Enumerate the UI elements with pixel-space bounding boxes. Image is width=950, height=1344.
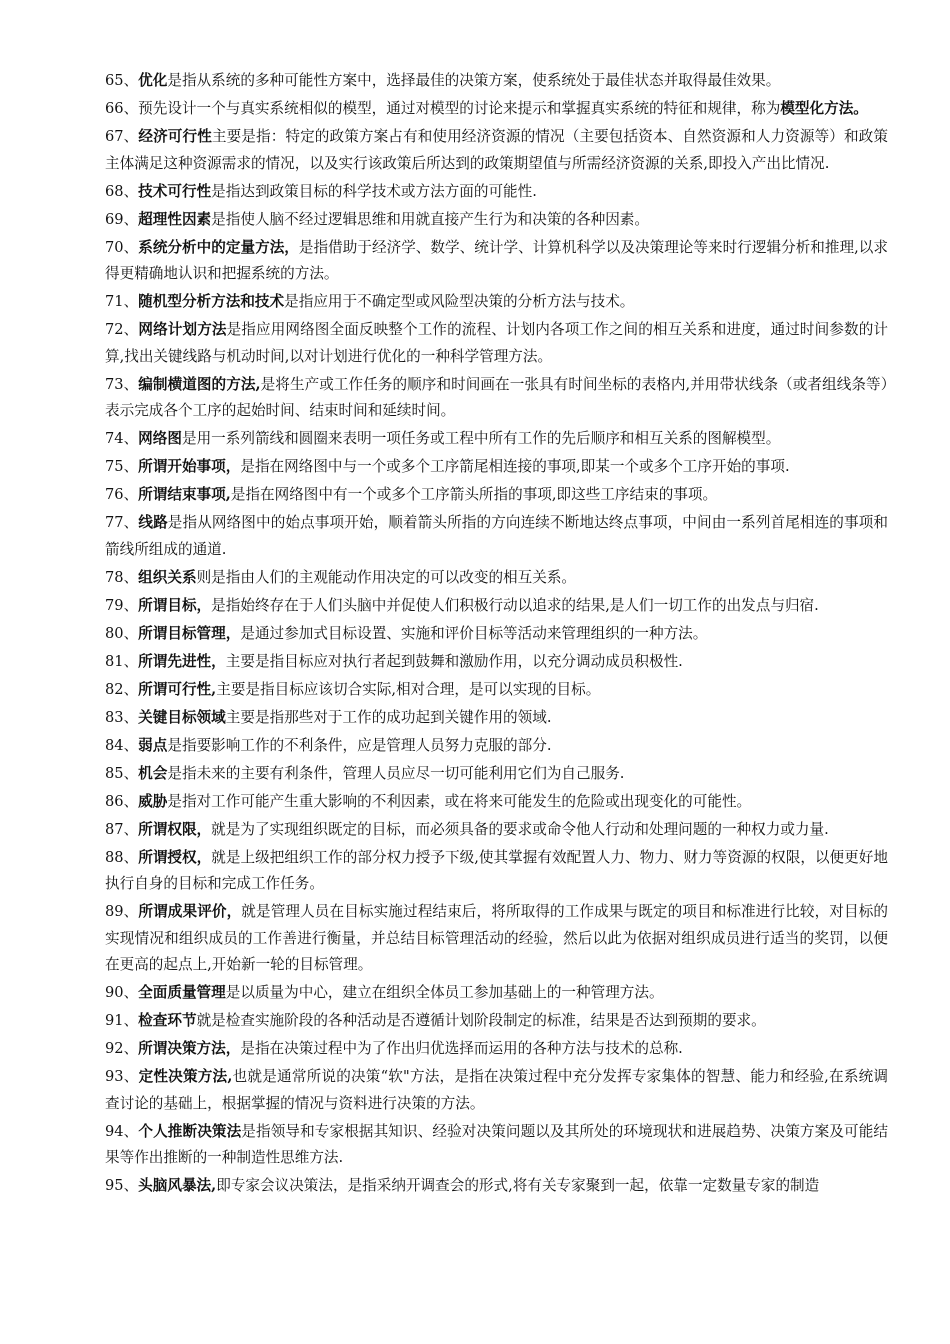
definition-entry	[105, 207, 888, 234]
entry-number: 69、	[105, 210, 139, 228]
definition-entry	[105, 845, 888, 898]
definition-entry	[105, 235, 888, 288]
entry-text: 是指在网络图中有一个或多个工序箭头所指的事项,即这些工序结束的事项。	[230, 486, 718, 503]
entry-text: 就是检查实施阶段的各种活动是否遵循计划阶段制定的标准，结果是否达到预期的要求。	[196, 1012, 766, 1029]
entry-text: 是指从系统的多种可能性方案中，选择最佳的决策方案，使系统处于最佳状态并取得最佳效果。	[167, 72, 781, 89]
entry-number: 83、	[105, 708, 139, 726]
entry-term: 优化	[138, 72, 168, 89]
entry-term: 经济可行性	[138, 128, 212, 145]
entry-text: 是指借助于经济学、数学、统计学、计算机科学以及决策理论等来时行逻辑分析和推理,以求得更精确地认识和把握系统的方法。	[105, 238, 888, 282]
entry-term: 检查环节	[138, 1012, 197, 1029]
entry-term: 个人推断决策法	[138, 1122, 242, 1140]
definition-entry	[105, 565, 888, 592]
entry-text: 是将生产或工作任务的顺序和时间画在一张具有时间坐标的表格内,并用带状线条（或者组线条等）表示完成各个工序的起始时间、结束时间和延续时间。	[105, 375, 888, 419]
entry-number: 89、	[105, 903, 139, 920]
entry-number: 75、	[105, 458, 139, 475]
entry-term: 所谓授权，	[138, 848, 212, 866]
entry-text: 是指使人脑不经过逻辑思维和用就直接产生行为和决策的各种因素。	[211, 210, 649, 228]
entry-term: 所谓权限，	[138, 820, 212, 838]
entry-term: 超理性因素	[138, 210, 212, 228]
entry-number: 70、	[105, 238, 139, 256]
definition-entry	[105, 426, 888, 453]
entry-number: 85、	[105, 764, 139, 782]
entry-number: 88、	[105, 848, 139, 866]
entry-term: 定性决策方法,	[138, 1068, 233, 1085]
entry-term: 随机型分析方法和技术	[138, 293, 285, 310]
definition-list	[105, 68, 888, 1200]
definition-entry	[105, 454, 888, 481]
entry-text: 则是指由人们的主观能动作用决定的可以改变的相互关系。	[196, 568, 577, 586]
entry-term: 系统分析中的定量方法，	[138, 238, 299, 256]
definition-entry	[105, 593, 888, 620]
definition-entry	[105, 482, 888, 509]
definition-entry	[105, 96, 888, 123]
entry-text: 是通过参加式目标设置、实施和评价目标等活动来管理组织的一种方法。	[240, 624, 708, 642]
definition-entry	[105, 980, 888, 1007]
definition-entry	[105, 372, 888, 425]
definition-entry	[105, 649, 888, 676]
entry-text: 是指在决策过程中为了作出归优选择而运用的各种方法与技术的总称.	[240, 1040, 683, 1057]
entry-text: 是指应用网络图全面反映整个工作的流程、计划内各项工作之间的相互关系和进度，通过时间参数的计算,找出关键线路与机动时间,以对计划进行优化的一种科学管理方法。	[105, 321, 888, 365]
entry-number: 72、	[105, 321, 139, 338]
entry-text: 是以质量为中心，建立在组织全体员工参加基础上的一种管理方法。	[225, 984, 664, 1001]
definition-entry	[105, 1036, 888, 1063]
entry-term: 组织关系	[138, 568, 197, 586]
entry-term: 技术可行性	[138, 182, 212, 200]
entry-term: 所谓目标管理，	[138, 624, 241, 642]
definition-entry	[105, 621, 888, 648]
entry-text: 主要是指目标应对执行者起到鼓舞和激励作用，以充分调动成员积极性.	[225, 652, 683, 670]
entry-text: 是指对工作可能产生重大影响的不利因素，或在将来可能发生的危险或出现变化的可能性。	[167, 792, 752, 810]
entry-text: 是指达到政策目标的科学技术或方法方面的可能性.	[211, 182, 537, 200]
entry-term: 头脑风暴法,	[138, 1177, 217, 1194]
entry-number: 82、	[105, 680, 139, 698]
entry-text: 就是上级把组织工作的部分权力授予下级,使其掌握有效配置人力、物力、财力等资源的权限，以便更好地执行自身的目标和完成工作任务。	[105, 848, 888, 892]
entry-term: 网络计划方法	[138, 321, 227, 338]
entry-text: 是指未来的主要有利条件，管理人员应尽一切可能利用它们为自己服务.	[167, 764, 625, 782]
entry-term: 机会	[138, 764, 168, 782]
entry-text: 是用一系列箭线和圆圈来表明一项任务或工程中所有工作的先后顺序和相互关系的图解模型。	[181, 430, 781, 447]
entry-term: 编制横道图的方法,	[138, 375, 261, 393]
entry-text: 也就是通常所说的决策“软"方法，是指在决策过程中充分发挥专家集体的智慧、能力和经验,在系统调查讨论的基础上，根据掌握的情况与资料进行决策的方法。	[105, 1068, 888, 1112]
definition-entry	[105, 705, 888, 732]
definition-entry	[105, 899, 888, 979]
definition-entry	[105, 817, 888, 844]
entry-text: 即专家会议决策法，是指采纳开调查会的形式,将有关专家聚到一起，依靠一定数量专家的制造	[216, 1177, 820, 1194]
entry-term: 关键目标领域	[138, 708, 226, 726]
entry-term: 线路	[138, 514, 168, 531]
entry-text: 是指要影响工作的不利条件，应是管理人员努力克服的部分.	[167, 736, 552, 754]
entry-text: 主要是指目标应该切合实际,相对合理，是可以实现的目标。	[216, 680, 601, 698]
entry-number: 92、	[105, 1040, 139, 1057]
entry-term: 模型化方法。	[780, 100, 868, 117]
entry-term: 所谓决策方法，	[138, 1040, 241, 1057]
definition-entry	[105, 1008, 888, 1035]
entry-term: 威胁	[138, 792, 168, 810]
entry-text: 主要是指：特定的政策方案占有和使用经济资源的情况（主要包括资本、自然资源和人力资源等）和政策主体满足这种资源需求的情况，以及实行该政策后所达到的政策期望值与所需经济资源的关系,即投入产出比情况.	[105, 128, 888, 172]
definition-entry	[105, 677, 888, 704]
entry-text: 是指从网络图中的始点事项开始，顺着箭头所指的方向连续不断地达终点事项，中间由一系列首尾相连的事项和箭线所组成的通道.	[105, 514, 888, 558]
definition-entry	[105, 317, 888, 370]
entry-number: 77、	[105, 514, 139, 531]
entry-number: 95、	[105, 1177, 139, 1194]
entry-number: 90、	[105, 984, 139, 1001]
entry-text: 是指在网络图中与一个或多个工序箭尾相连接的事项,即某一个或多个工序开始的事项.	[240, 458, 790, 475]
entry-term: 所谓目标，	[138, 596, 212, 614]
entry-number: 66、	[105, 100, 139, 117]
entry-term: 所谓成果评价，	[138, 903, 242, 920]
entry-number: 71、	[105, 293, 139, 310]
entry-number: 79、	[105, 596, 139, 614]
entry-number: 91、	[105, 1012, 139, 1029]
definition-entry	[105, 289, 888, 316]
definition-entry	[105, 1119, 888, 1172]
entry-text: 是指应用于不确定型或风险型决策的分析方法与技术。	[284, 293, 635, 310]
entry-text: 预先设计一个与真实系统相似的模型，通过对模型的讨论来提示和掌握真实系统的特征和规律，称为	[138, 100, 781, 117]
definition-entry	[105, 68, 888, 95]
entry-term: 弱点	[138, 736, 168, 754]
entry-number: 84、	[105, 736, 139, 754]
entry-text: 就是管理人员在目标实施过程结束后，将所取得的工作成果与既定的项目和标准进行比较，对目标的实现情况和组织成员的工作善进行衡量，并总结目标管理活动的经验，然后以此为依据对组织成员进行适当的奖罚，以便在更高的起点上,开始新一轮的目标管理。	[105, 903, 888, 973]
entry-term: 所谓结束事项,	[138, 486, 231, 503]
definition-entry	[105, 124, 888, 177]
definition-entry	[105, 179, 888, 206]
entry-text: 是指领导和专家根据其知识、经验对决策问题以及其所处的环境现状和进展趋势、决策方案及可能结果等作出推断的一种制造性思维方法.	[105, 1122, 888, 1166]
entry-number: 81、	[105, 652, 139, 670]
definition-entry	[105, 510, 888, 563]
entry-text: 是指始终存在于人们头脑中并促使人们积极行动以追求的结果,是人们一切工作的出发点与归宿.	[211, 596, 819, 614]
entry-number: 67、	[105, 128, 139, 145]
entry-number: 68、	[105, 182, 139, 200]
definition-entry	[105, 1173, 888, 1200]
entry-term: 所谓可行性,	[138, 680, 217, 698]
entry-text: 就是为了实现组织既定的目标，而必须具备的要求或命令他人行动和处理问题的一种权力或力量.	[211, 820, 829, 838]
entry-number: 87、	[105, 820, 139, 838]
entry-number: 80、	[105, 624, 139, 642]
definition-entry	[105, 761, 888, 788]
entry-term: 全面质量管理	[138, 984, 226, 1001]
entry-term: 网络图	[138, 430, 182, 447]
entry-number: 73、	[105, 375, 139, 393]
definition-entry	[105, 789, 888, 816]
entry-number: 94、	[105, 1122, 139, 1140]
entry-number: 74、	[105, 430, 139, 447]
entry-number: 93、	[105, 1068, 139, 1085]
entry-term: 所谓先进性，	[138, 652, 226, 670]
definition-entry	[105, 733, 888, 760]
entry-text: 主要是指那些对于工作的成功起到关键作用的领域.	[225, 708, 552, 726]
entry-number: 78、	[105, 568, 139, 586]
entry-term: 所谓开始事项，	[138, 458, 241, 475]
definition-entry	[105, 1064, 888, 1117]
entry-number: 86、	[105, 792, 139, 810]
entry-number: 76、	[105, 486, 139, 503]
entry-number: 65、	[105, 72, 139, 89]
